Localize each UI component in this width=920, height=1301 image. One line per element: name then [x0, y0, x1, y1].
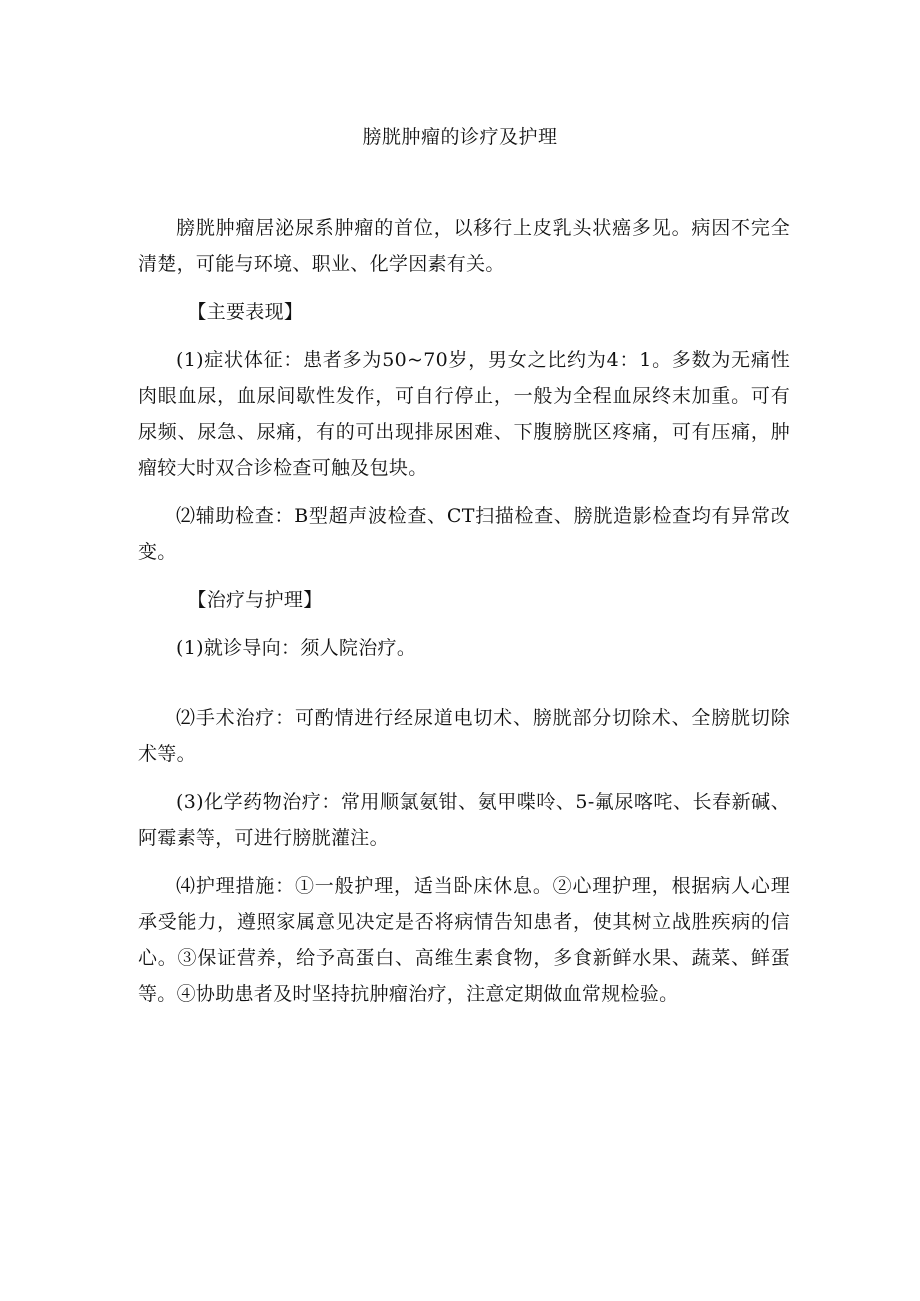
- surgery-paragraph: ⑵手术治疗：可酌情进行经尿道电切术、膀胱部分切除术、全膀胱切除术等。: [138, 707, 790, 765]
- symptoms-paragraph: (1)症状体征：患者多为50~70岁，男女之比约为4：1。多数为无痛性肉眼血尿，血尿间歇性发作，可自行停止，一般为全程血尿终末加重。可有尿频、尿急、尿痛，有的可出现排尿困难、下腹膀胱区疼痛，可有压痛，肿瘤较大时双合诊检查可触及包块。: [138, 349, 790, 479]
- section-heading-treatment-nursing: 【治疗与护理】: [187, 589, 323, 611]
- nursing-measures-paragraph: ⑷护理措施：①一般护理，适当卧床休息。②心理护理，根据病人心理承受能力，遵照家属意见决定是否将病情告知患者，使其树立战胜疾病的信心。③保证营养，给予高蛋白、高维生素食物，多食新鲜水果、蔬菜、鲜蛋等。④协助患者及时坚持抗肿瘤治疗，注意定期做血常规检验。: [138, 875, 790, 1005]
- intro-paragraph: 膀胱肿瘤居泌尿系肿瘤的首位，以移行上皮乳头状癌多见。病因不完全清楚，可能与环境、职业、化学因素有关。: [138, 217, 790, 275]
- document-title: 膀胱肿瘤的诊疗及护理: [362, 126, 558, 148]
- document-body: [138, 210, 790, 1024]
- auxiliary-exam-paragraph: ⑵辅助检查：B型超声波检查、CT扫描检查、膀胱造影检查均有异常改变。: [138, 505, 790, 563]
- visit-guidance-paragraph: (1)就诊导向：须人院治疗。: [176, 637, 417, 659]
- section-heading-main-manifestations: 【主要表现】: [187, 301, 304, 323]
- chemotherapy-paragraph: (3)化学药物治疗：常用顺氯氨钳、氨甲喋呤、5-氟尿喀咤、长春新碱、阿霉素等，可进行膀胱灌注。: [138, 791, 790, 849]
